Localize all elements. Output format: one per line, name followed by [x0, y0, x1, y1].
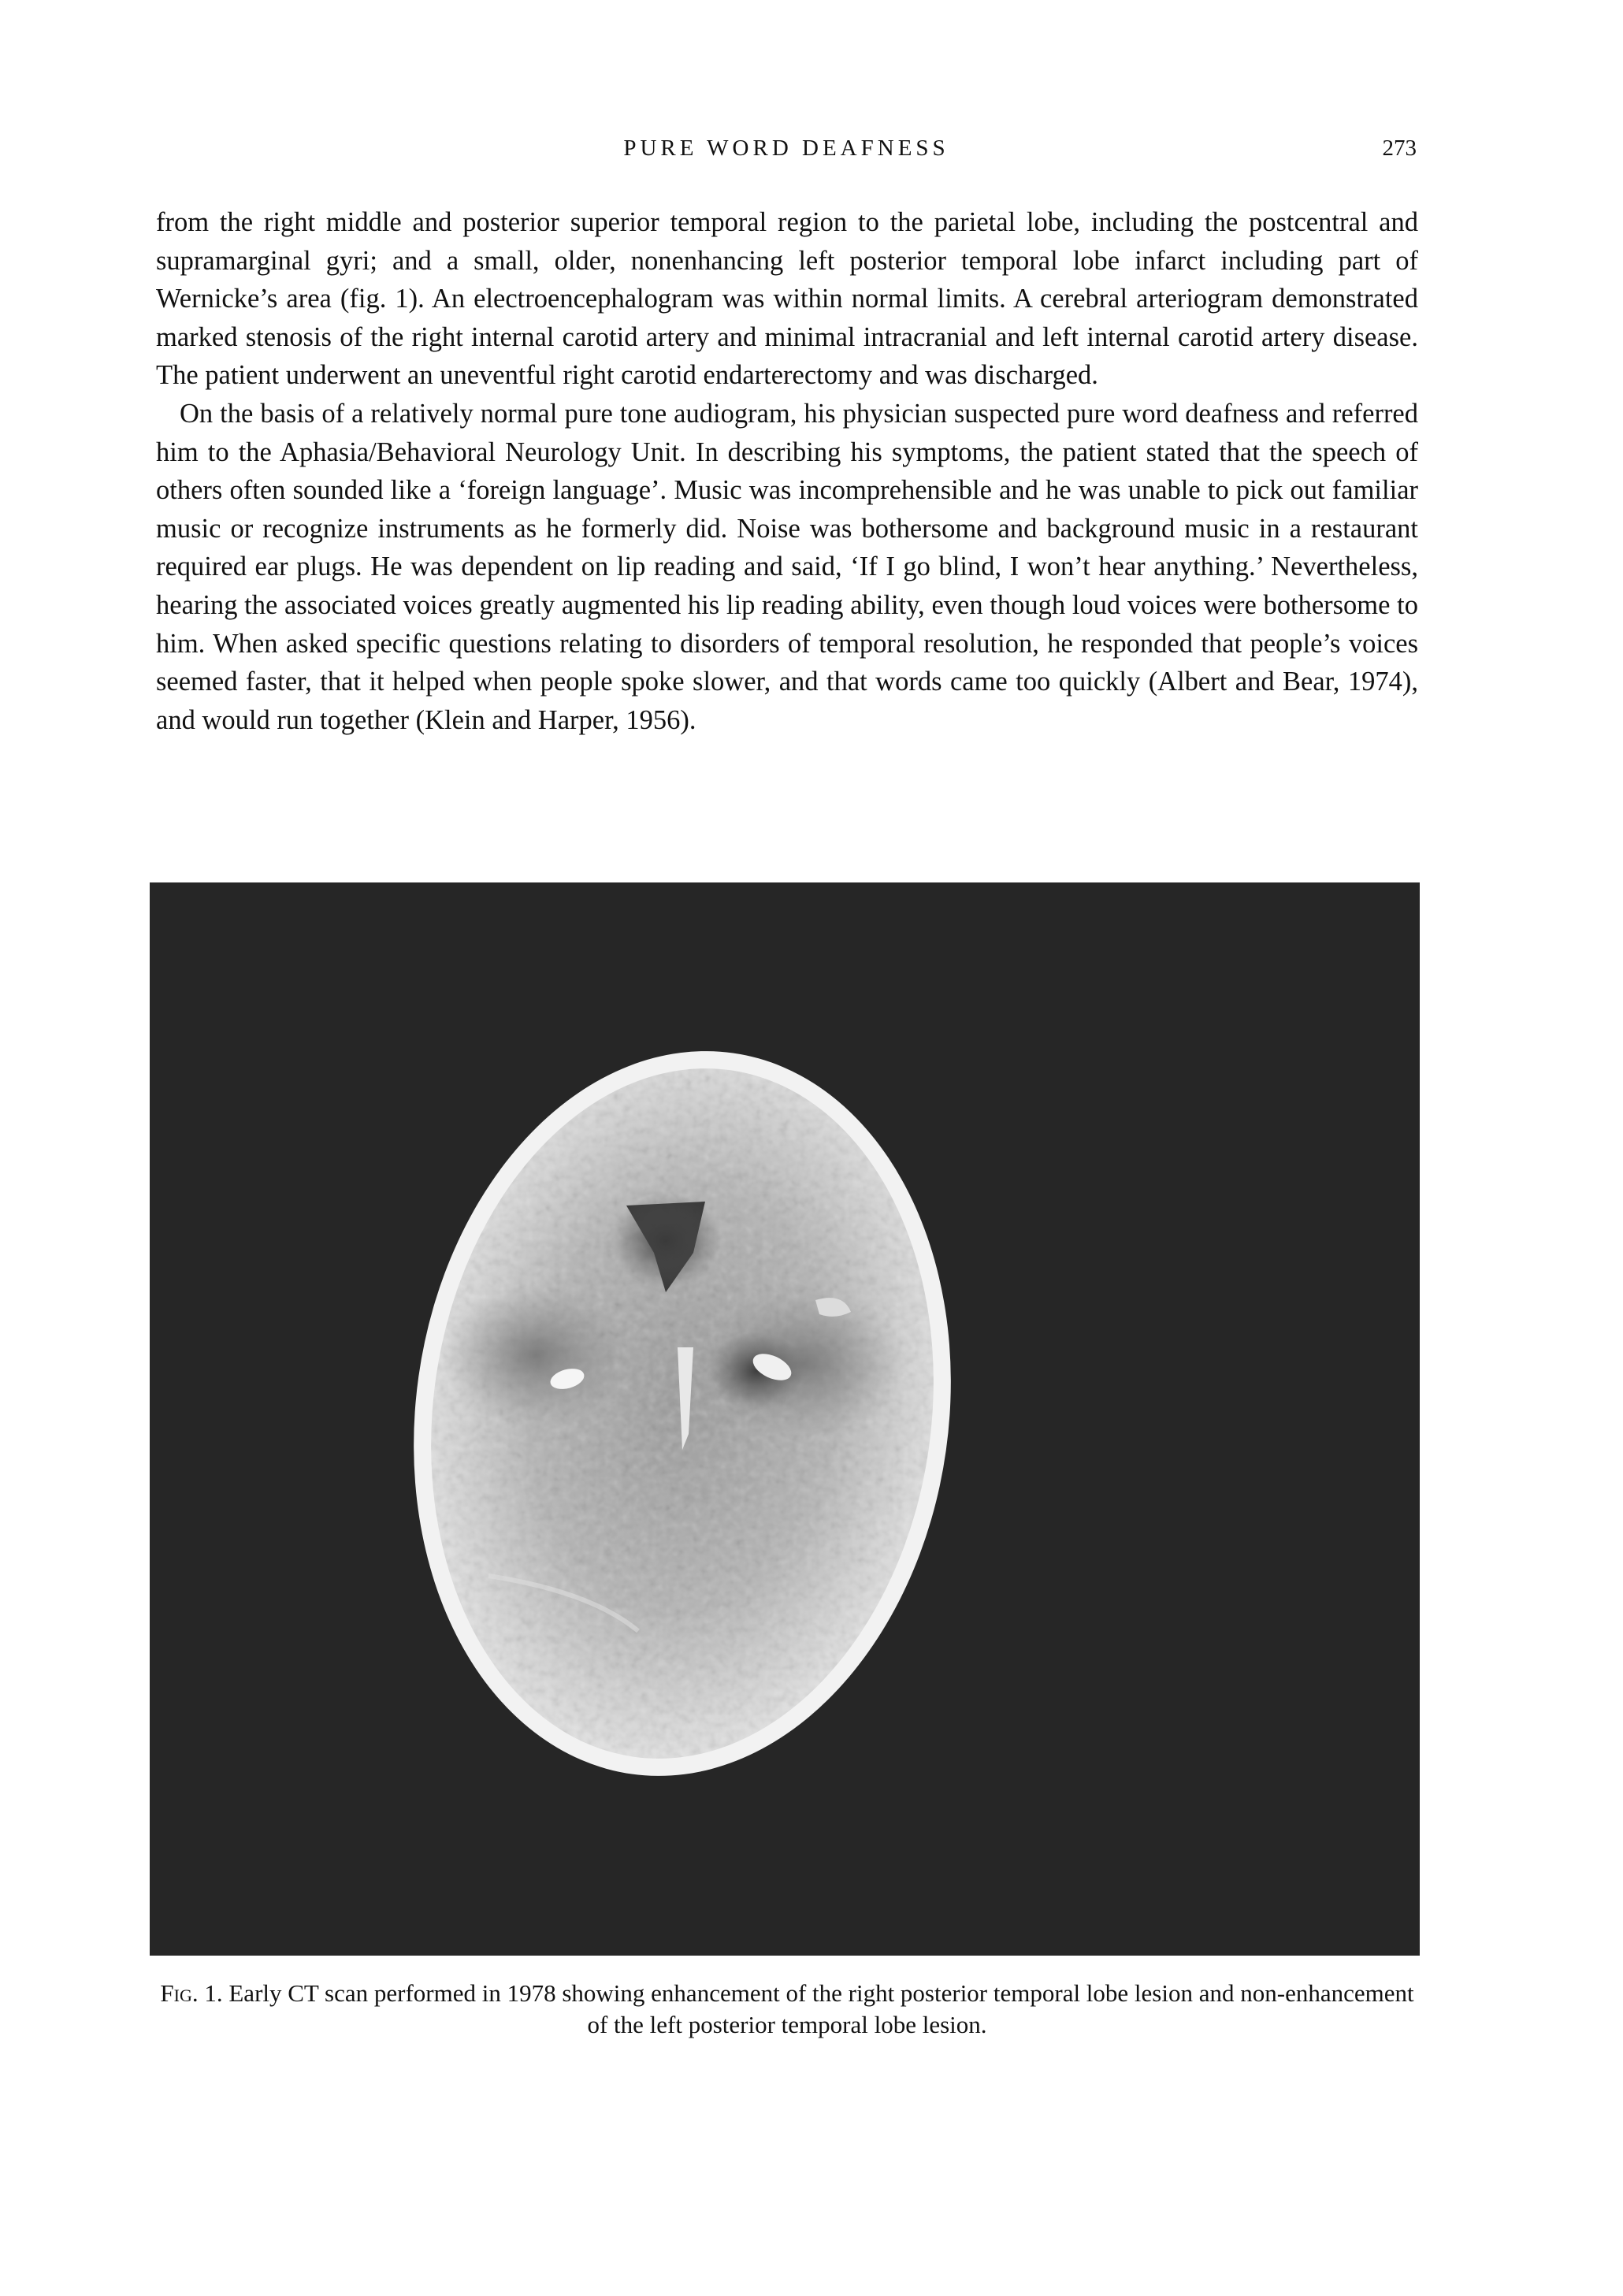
figure-caption-text: Early CT scan performed in 1978 showing enhancement of the right posterior temporal lobe lesion and non-enhancement of the left posterior temporal lobe lesion. — [228, 1979, 1414, 2038]
figure-label: Fig. 1. — [160, 1979, 223, 2007]
ct-scan-figure — [150, 882, 1420, 1956]
page-number: 273 — [1382, 136, 1417, 161]
figure-caption — [156, 1978, 1418, 2041]
paragraph-2: On the basis of a relatively normal pure tone audiogram, his physician suspected pure word deafness and referred him to the Aphasia/Behavioral Neurology Unit. In describing his symptoms, the patient stated that the speech of others often sounded like a ‘foreign language’. Music was incomprehensible and he was unable to pick out familiar music or recognize instruments as he formerly did. Noise was bothersome and background music in a restaurant required ear plugs. He was dependent on lip reading and said, ‘If I go blind, I won’t hear anything.’ Nevertheless, hearing the associated voices greatly augmented his lip reading ability, even though loud voices were bothersome to him. When asked specific questions relating to disorders of temporal resolution, he responded that people’s voices seemed faster, that it helped when people spoke slower, and that words came too quickly (Albert and Bear, 1974), and would run together (Klein and Harper, 1956). — [156, 398, 1418, 735]
running-title: PURE WORD DEAFNESS — [623, 136, 949, 161]
ct-scan-image — [150, 882, 1420, 1956]
paragraph-1: from the right middle and posterior superior temporal region to the parietal lobe, including the postcentral and supramarginal gyri; and a small, older, nonenhancing left posterior temporal lobe infarct including part of Wernicke’s area (fig. 1). An electroencephalogram was within normal limits. A cerebral arteriogram demonstrated marked stenosis of the right internal carotid artery and minimal intracranial and left internal carotid artery disease. The patient underwent an uneventful right carotid endarterectomy and was discharged. — [156, 207, 1418, 391]
running-head — [156, 136, 1417, 167]
body-text — [156, 203, 1418, 739]
